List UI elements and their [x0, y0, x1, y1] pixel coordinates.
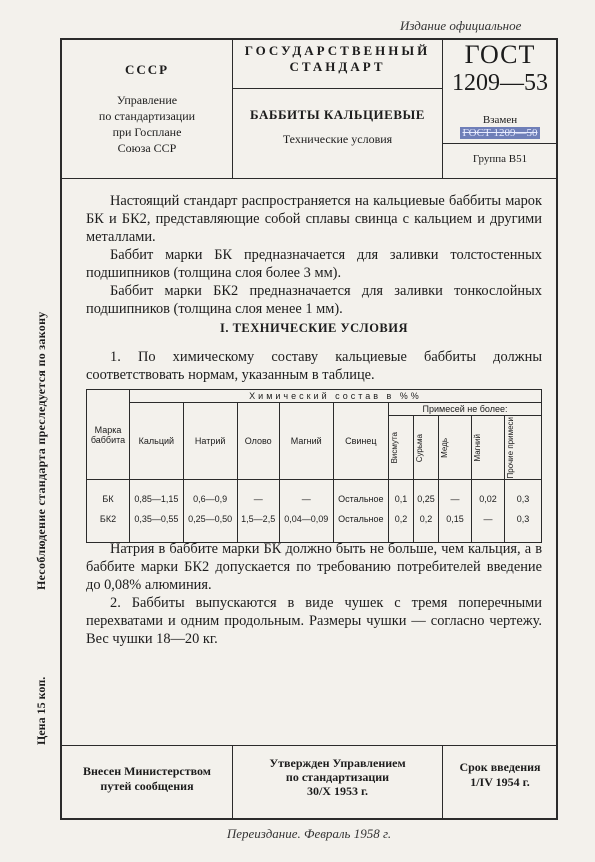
- table-row: [87, 509, 542, 543]
- footer-top-line: [60, 745, 558, 746]
- col-other-impurities: Прочие примеси: [506, 417, 515, 479]
- table-cell: 0,1: [389, 480, 414, 510]
- standard-line: СТАНДАРТ: [289, 59, 386, 74]
- grade-cell: БК: [87, 480, 130, 510]
- table-cell: 0,85—1,15: [130, 480, 184, 510]
- reprint-note: Переиздание. Февраль 1958 г.: [226, 826, 392, 841]
- after-table-text: [86, 540, 542, 648]
- col-calcium: Кальций: [130, 403, 184, 480]
- replaces-label: Взамен: [482, 114, 518, 126]
- table-cell: 0,25—0,50: [183, 509, 237, 543]
- table-row: [87, 480, 542, 510]
- col-tin: Олово: [237, 403, 279, 480]
- table-cell: 0,3: [505, 480, 542, 510]
- introduced-by: [62, 764, 232, 794]
- edition-note: Издание официальное: [400, 18, 522, 33]
- clause-2-paragraph: 2. Баббиты выпускаются в виде чушек с тремя поперечными перехватами и одним продольным. Размеры чушки — согласно чертежу. Вес чушки 18—20 кг.: [86, 595, 542, 647]
- col-sodium: Натрий: [183, 403, 237, 480]
- replaces-value: [443, 127, 557, 139]
- col-lead: Свинец: [333, 403, 388, 480]
- standard-line: ГОСУДАРСТВЕННЫЙ: [244, 43, 431, 58]
- header-divider-group: [442, 143, 558, 144]
- table-cell: —: [237, 480, 279, 510]
- col-magnesium: Магний: [279, 403, 333, 480]
- side-legal-note: Несоблюдение стандарта преследуется по закону: [34, 311, 48, 590]
- header-bottom-line: [60, 178, 558, 179]
- clause-1: [86, 348, 542, 384]
- standard-label: [233, 43, 442, 75]
- approved-line: по стандартизации: [285, 770, 390, 784]
- org-line: по стандартизации: [98, 109, 196, 123]
- org-country: СССР: [124, 62, 170, 77]
- impurities-header: Примесей не более:: [389, 403, 542, 416]
- effective-date: [443, 760, 557, 790]
- document-title: БАББИТЫ КАЛЬЦИЕВЫЕ: [250, 107, 425, 122]
- table-cell: 0,3: [505, 509, 542, 543]
- col-bismuth: Висмута: [390, 432, 399, 464]
- note-paragraph: Натрия в баббите марки БК должно быть не больше, чем кальция, а в баббите марки БК2 допускается по требованию потребителей введение до 0,08% алюминия.: [86, 541, 542, 593]
- gost-label: ГОСТ: [464, 40, 536, 69]
- effective-line: 1/IV 1954 г.: [470, 775, 530, 789]
- table-cell: 0,35—0,55: [130, 509, 184, 543]
- col-copper: Медь: [440, 437, 449, 458]
- intro-paragraph: Баббит марки БК предназначается для заливки толстостенных подшипников (толщина слоя более 3 мм).: [86, 247, 542, 281]
- effective-line: Срок введения: [459, 760, 541, 774]
- approved-line: Утвержден Управлением: [269, 756, 406, 770]
- grade-cell: БК2: [87, 509, 130, 543]
- table-cell: 0,6—0,9: [183, 480, 237, 510]
- approved-by: [233, 756, 442, 798]
- table-cell: 0,04—0,09: [279, 509, 333, 543]
- introduced-line: путей сообщения: [100, 779, 194, 793]
- table-cell: 0,2: [414, 509, 439, 543]
- section-heading: I. ТЕХНИЧЕСКИЕ УСЛОВИЯ: [219, 321, 409, 335]
- col-antimony: Сурьма: [415, 433, 424, 462]
- table-cell: 0,25: [414, 480, 439, 510]
- intro-paragraph: Настоящий стандарт распространяется на кальциевые баббиты марок БК и БК2, представляющие собой сплавы свинца с кальцием и другими металлами.: [86, 193, 542, 245]
- table-cell: Остальное: [333, 509, 388, 543]
- intro-text: [86, 192, 542, 318]
- approved-line: 30/X 1953 г.: [306, 784, 369, 798]
- introduced-line: Внесен Министерством: [83, 764, 211, 778]
- header-divider-mid: [232, 88, 442, 89]
- table-cell: 0,15: [439, 509, 472, 543]
- table-cell: 0,02: [472, 480, 505, 510]
- table-cell: Остальное: [333, 480, 388, 510]
- grade-header: Марка баббита: [87, 390, 130, 480]
- table-cell: —: [472, 509, 505, 543]
- table-cell: —: [439, 480, 472, 510]
- org-line: Управление: [116, 93, 178, 107]
- org-line: при Госплане: [112, 125, 182, 139]
- replaced-standard-stamp: ГОСТ 1209—50: [460, 127, 541, 139]
- table-cell: 0,2: [389, 509, 414, 543]
- table-cell: —: [279, 480, 333, 510]
- gost-number: 1209—53: [452, 70, 548, 96]
- intro-paragraph: Баббит марки БК2 предназначается для заливки тонкослойных подшипников (толщина слоя менее 1 мм).: [86, 283, 542, 317]
- clause-1-text: 1. По химическому составу кальциевые баббиты должны соответствовать нормам, указанным в таблице.: [86, 349, 542, 383]
- group-label: Группа В51: [472, 153, 528, 165]
- composition-table: [86, 389, 542, 543]
- org-block: [62, 62, 232, 156]
- composition-header: Химический состав в %%: [130, 390, 542, 403]
- document-subtitle: Технические условия: [282, 132, 393, 146]
- price-label: Цена 15 коп.: [34, 676, 48, 745]
- table-cell: 1,5—2,5: [237, 509, 279, 543]
- org-line: Союза ССР: [117, 141, 177, 155]
- col-impurity-magnesium: Магний: [473, 433, 482, 462]
